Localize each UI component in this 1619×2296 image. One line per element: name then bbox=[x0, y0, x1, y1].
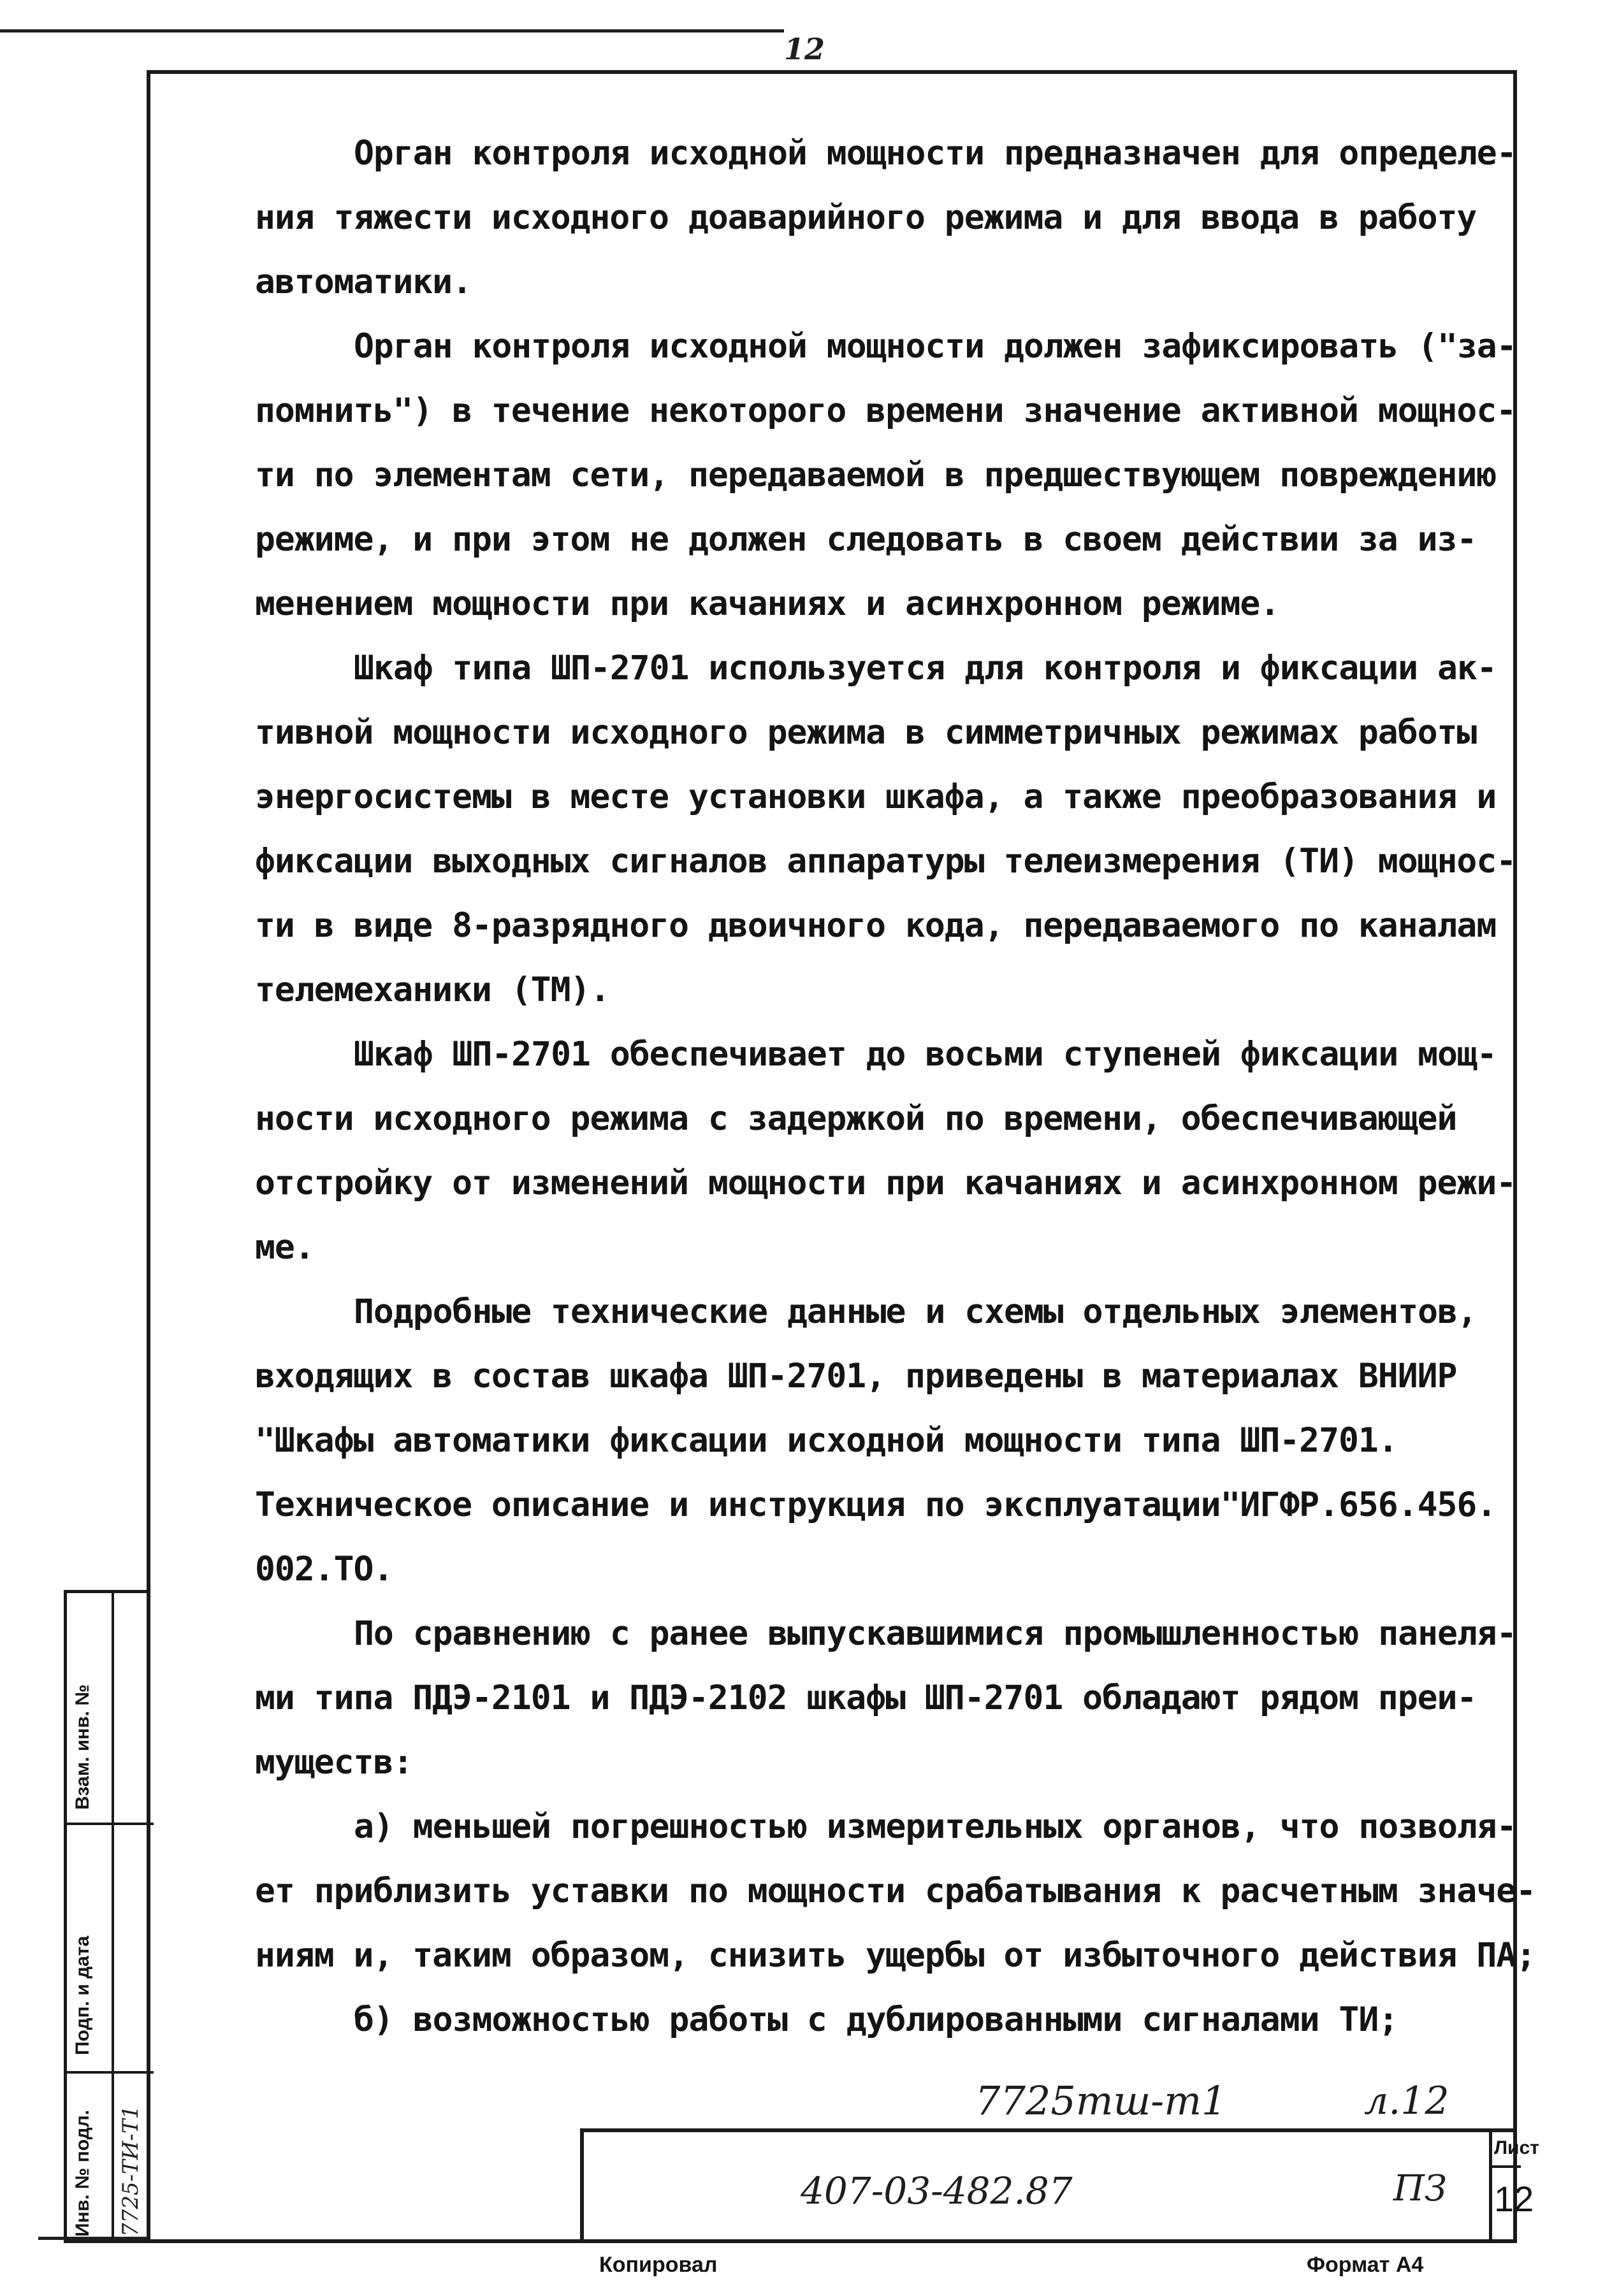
text-line: Шкаф ШП-2701 обеспечивает до восьми ступеней фиксации мощ- bbox=[354, 1035, 1497, 1074]
text-line: Техническое описание и инструкция по эксплуатации"ИГФР.656.456. bbox=[255, 1485, 1497, 1524]
stamp-inv-orig-value: 7725-ТИ-Т1 bbox=[118, 2105, 143, 2237]
text-line: ме. bbox=[255, 1228, 314, 1267]
text-line: По сравнению с ранее выпускавшимися промышленностью панеля- bbox=[354, 1614, 1516, 1653]
text-line: ти в виде 8-разрядного двоичного кода, передаваемого по каналам bbox=[255, 906, 1497, 945]
text-line: муществ: bbox=[255, 1743, 413, 1782]
text-line: Подробные технические данные и схемы отдельных элементов, bbox=[354, 1292, 1477, 1331]
sheet-divider bbox=[1489, 2165, 1521, 2168]
text-line: ет приблизить уставки по мощности срабатывания к расчетным значе- bbox=[255, 1872, 1536, 1910]
text-line: входящих в состав шкафа ШП-2701, приведены в материалах ВНИИР bbox=[255, 1357, 1457, 1396]
text-line: телемеханики (ТМ). bbox=[255, 971, 610, 1009]
sheet-number: 12 bbox=[1494, 2179, 1534, 2219]
text-line: Шкаф типа ШП-2701 используется для контроля и фиксации ак- bbox=[354, 649, 1497, 688]
text-line: 002.ТО. bbox=[255, 1550, 393, 1589]
text-line: б) возможностью работы с дублированными сигналами ТИ; bbox=[354, 2000, 1398, 2039]
section-code: ПЗ bbox=[1393, 2168, 1447, 2209]
text-line: тивной мощности исходного режима в симметричных режимах работы bbox=[255, 713, 1477, 752]
stamp-replace-label: Взам. инв. № bbox=[72, 1684, 93, 1810]
handwritten-doc-number: 7725тш-т1 bbox=[975, 2077, 1227, 2124]
text-line: менением мощности при качаниях и асинхронном режиме. bbox=[255, 584, 1280, 623]
title-block bbox=[580, 2128, 1539, 2243]
text-line: ности исходного режима с задержкой по времени, обеспечивающей bbox=[255, 1099, 1457, 1138]
body-text bbox=[255, 121, 1536, 2052]
handwritten-sheet-number: л.12 bbox=[1364, 2079, 1449, 2123]
page-number: 12 bbox=[784, 32, 825, 66]
text-line: фиксации выходных сигналов аппаратуры телеизмерения (ТИ) мощнос- bbox=[255, 842, 1516, 881]
approval-stamp bbox=[64, 1590, 150, 2243]
footer-copied: Копировал bbox=[599, 2253, 718, 2277]
text-line: ниям и, таким образом, снизить ущербы от избыточного действия ПА; bbox=[255, 1936, 1536, 1975]
text-line: Орган контроля исходной мощности предназначен для определе- bbox=[354, 134, 1516, 173]
document-code: 407-03-482.87 bbox=[801, 2169, 1073, 2213]
text-line: ми типа ПДЭ-2101 и ПДЭ-2102 шкафы ШП-2701 обладают рядом преи- bbox=[255, 1679, 1477, 1717]
stamp-inv-orig-label: Инв. № подл. bbox=[72, 2109, 93, 2237]
sheet-label: Лист bbox=[1494, 2137, 1539, 2158]
stamp-divider bbox=[67, 1823, 154, 1825]
top-rule bbox=[0, 29, 784, 32]
stamp-divider bbox=[67, 2071, 154, 2074]
stamp-signed-label: Подп. и дата bbox=[72, 1935, 93, 2055]
text-line: отстройку от изменений мощности при качаниях и асинхронном режи- bbox=[255, 1164, 1516, 1202]
text-line: "Шкафы автоматики фиксации исходной мощности типа ШП-2701. bbox=[255, 1421, 1398, 1460]
text-line: ния тяжести исходного доаварийного режима и для ввода в работу bbox=[255, 198, 1477, 237]
text-line: Орган контроля исходной мощности должен зафиксировать ("за- bbox=[354, 327, 1516, 366]
text-line: а) меньшей погрешностью измерительных органов, что позволя- bbox=[354, 1807, 1516, 1846]
footer-rule bbox=[38, 2237, 147, 2240]
text-line: автоматики. bbox=[255, 263, 472, 301]
footer-format: Формат А4 bbox=[1307, 2253, 1424, 2277]
text-line: ти по элементам сети, передаваемой в предшествующем повреждению bbox=[255, 456, 1497, 495]
text-line: режиме, и при этом не должен следовать в своем действии за из- bbox=[255, 520, 1477, 559]
text-line: помнить") в течение некоторого времени значение активной мощнос- bbox=[255, 391, 1516, 430]
text-line: энергосистемы в месте установки шкафа, а также преобразования и bbox=[255, 777, 1497, 816]
